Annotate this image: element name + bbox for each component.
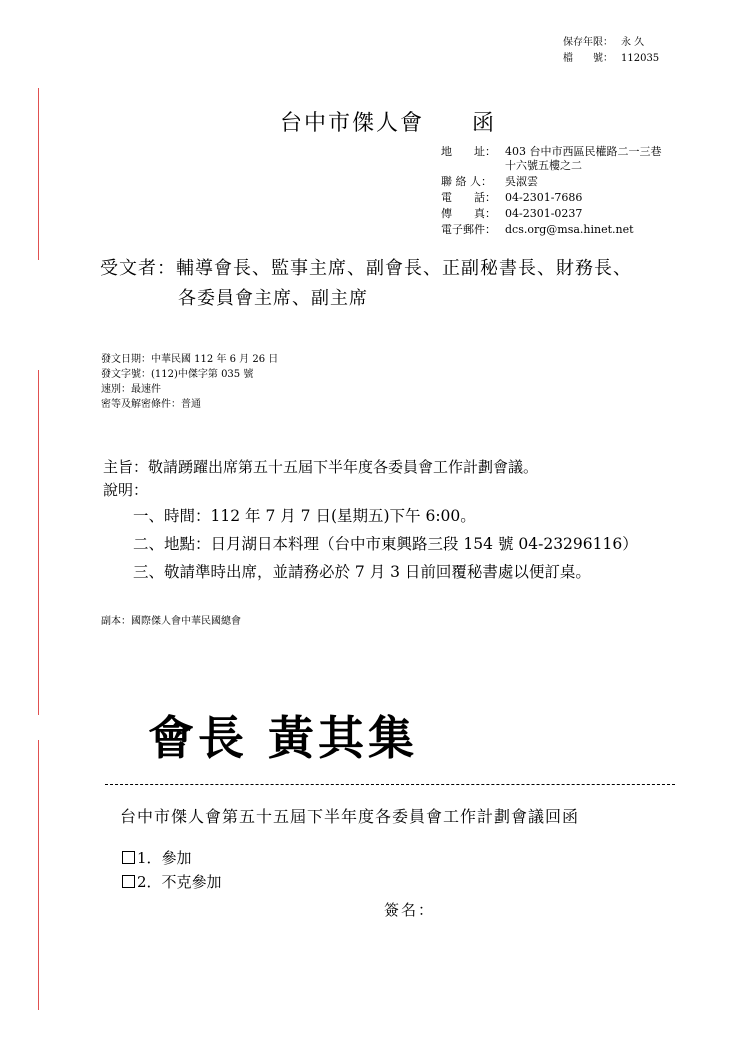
option-decline[interactable]: [122, 870, 222, 894]
doc-meta: [101, 352, 278, 412]
margin-line: [38, 370, 39, 715]
explanation-label: 說明：: [103, 481, 149, 499]
recipients-line: 輔導會長、監事主席、副會長、正副秘書長、財務長、: [176, 258, 632, 279]
file-number-value: 112035: [621, 53, 660, 64]
reply-title: 台中市傑人會第五十五屆下半年度各委員會工作計劃會議回函: [120, 807, 580, 826]
recipients-line: 各委員會主席、副主席: [178, 288, 368, 309]
list-item: 一、時間：112 年 7 月 7 日(星期五)下午 6:00。: [133, 507, 476, 525]
signature-stamp: 會長 黃其集: [148, 711, 419, 765]
contact-line: 電 話： 04-2301-7686: [441, 191, 583, 204]
list-item: 三、敬請準時出席，並請務必於 7 月 3 日前回覆秘書處以便訂桌。: [133, 563, 591, 581]
classification: 密等及解密條件：普通: [101, 399, 201, 410]
priority: 速別：最速件: [101, 384, 161, 395]
recipients: [100, 254, 632, 314]
contact-line: 聯 絡 人： 吳淑雲: [441, 175, 538, 188]
option-label: 2．不克參加: [137, 873, 222, 891]
subject: 主旨：敬請踴躍出席第五十五屆下半年度各委員會工作計劃會議。: [103, 458, 539, 476]
retention-period-value: 永 久: [621, 37, 645, 48]
margin-line: [38, 88, 39, 260]
recipients-label: 受文者：: [100, 258, 176, 279]
reply-options: [122, 846, 222, 894]
contact-line: 電子郵件： dcs.org@msa.hinet.net: [441, 223, 634, 236]
retention-period: [563, 36, 644, 49]
option-attend[interactable]: [122, 846, 222, 870]
cut-line: [105, 784, 675, 785]
contact-line: 地 址： 403 台中市西區民權路二一三巷: [441, 145, 662, 158]
file-number-label: 檔 號：: [563, 53, 613, 64]
copy-to: 副本：國際傑人會中華民國總會: [101, 616, 241, 627]
issue-date: 發文日期：中華民國 112 年 6 月 26 日: [101, 354, 279, 365]
explanation-list: [133, 502, 638, 586]
page-title: [280, 106, 496, 137]
contact-line: 十六號五樓之二: [505, 159, 582, 172]
checkbox-icon[interactable]: [122, 875, 135, 888]
list-item: 二、地點：日月湖日本料理（台中市東興路三段 154 號 04-23296116）: [133, 535, 638, 553]
doc-number: 發文字號：(112)中傑字第 035 號: [101, 369, 254, 380]
sign-label: 簽名：: [384, 901, 436, 919]
doc-type: 函: [472, 111, 497, 136]
org-name: 台中市傑人會: [280, 111, 425, 136]
contact-block: [441, 145, 662, 237]
file-number: [563, 52, 659, 65]
retention-period-label: 保存年限：: [563, 37, 613, 48]
margin-line: [38, 740, 39, 1010]
option-label: 1．參加: [137, 849, 192, 867]
checkbox-icon[interactable]: [122, 851, 135, 864]
contact-line: 傳 真： 04-2301-0237: [441, 207, 583, 220]
